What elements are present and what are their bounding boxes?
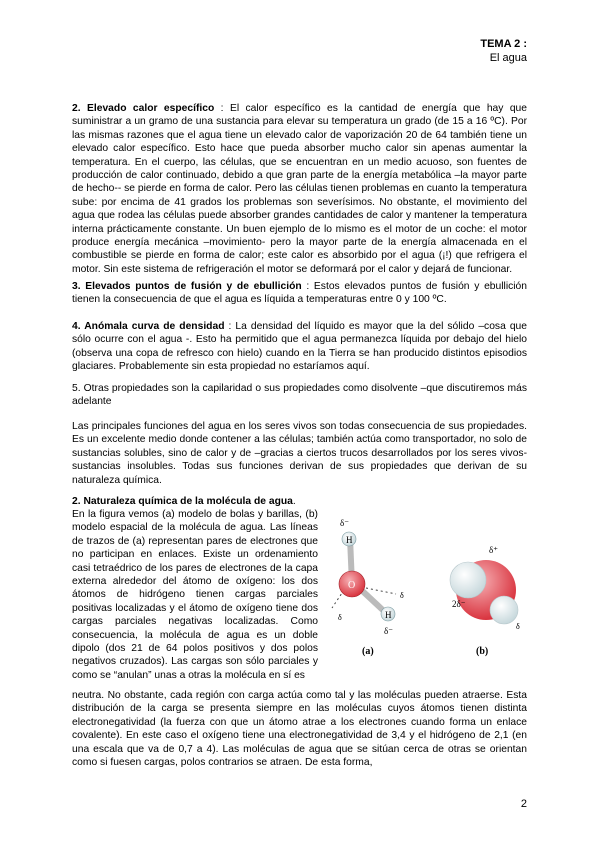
delta-label: δ — [338, 613, 342, 622]
section-naturaleza-quimica-continued: neutra. No obstante, cada región con carga actúa como tal y las moléculas pueden atraerse. Esta distribución de la carga se presenta siempre en las moléculas cuyos átomos tienen distinta electronegatividad (la fuerza con que un átomo atrae a los electrones cuando forma un enlace covalente). En este caso el oxígeno tiene una electronegatividad de 3,4 y el hidrógeno de 2,1 (en una escala que va de 0,7 a 4). Las moléculas de agua que se sitúan cerca de otras se orientan como si fuesen cargas, polos contrarios se atraen. De esta forma, — [72, 690, 527, 769]
section-naturaleza-quimica-text: En la figura vemos (a) modelo de bolas y barillas, (b) modelo espacial de la molécula de agua. Las líneas de trazos de (a) representan pares de electrones que no participan en enlaces. Existe un ordenamiento casi tetraédrico de los pares de electrones de la capa externa alrededor del átomo de oxígeno: los dos átomos de hidrógeno tienen cargas parciales positivas localizadas y el átomo de oxígeno tiene dos cargas parciales negativas localizadas. Como consecuencia, la molécula de agua es un doble dipolo (dos 21 de 64 polos positivos y dos polos negativos cruzados). Las cargas son sólo parciales y como se “anulan” unas a otras la molécula en sí es — [72, 509, 318, 681]
section-heading: 2. Naturaleza química de la molécula de agua — [72, 496, 293, 507]
water-molecule-figure — [326, 510, 531, 660]
delta-plus-label: δ⁺ — [489, 545, 498, 555]
svg-text:H: H — [385, 610, 392, 620]
section-naturaleza-quimica-heading: 2. Naturaleza química de la molécula de agua. — [72, 496, 296, 507]
header-title: TEMA 2 : — [480, 38, 527, 50]
figure-label-b: (b) — [476, 646, 489, 657]
section-calor-especifico — [72, 102, 527, 276]
delta-minus-label: δ⁻ — [384, 626, 393, 636]
section-heading: 3. Elevados puntos de fusión y de ebullición — [72, 281, 302, 292]
lone-pair-line — [366, 588, 396, 594]
section-curva-densidad — [72, 320, 527, 374]
section-puntos-fusion — [72, 280, 527, 307]
hydrogen-sphere — [450, 562, 486, 598]
section-text: : El calor específico es la cantidad de energía que hay que suministrar a un gramo de una sustancia para elevar su temperatura un grado (de 15 a 16 ºC). Por las mismas razones que el agua tiene un elevado calor de vaporización 20 de 64 también tiene un elevado calor específico. Esto hace que pueda absorber mucho calor sin apenas aumentar la temperatura. En el cuerpo, las células, que se encuentran en un medio acuoso, son fuentes de producción de calor continuado, debido a que gran parte de la energía metabólica –la mayor parte de hecho-- se pierde en forma de calor. Pero las células tienen problemas en cuanto la temperatura sube: por encima de 41 grados los problemas son severísimos. No obstante, el movimiento del agua que rodea las células puede absorber grandes cantidades de calor y mantener la temperatura interna prácticamente constante. Un buen ejemplo de lo mismo es el motor de un coche: el motor produce energía mecánica –movimiento- pero la mayor parte de la energía almacenada en el combustible se pierde en forma de calor; este calor es absorbido por el agua (¡!) que refrigera el motor. Sin este sistema de refrigeración el motor se deformará por el calor y dejará de funcionar. — [72, 103, 528, 275]
page-number: 2 — [520, 798, 527, 810]
section-text: : La densidad del líquido es mayor que la del sólido –cosa que sólo ocurre con el agua -. Esto ha permitido que el agua permanezca líquida por debajo del hielo (observa una copa de refresco con hielo) cuando en la Tierra se han producido distintos episodios glaciares. Probablemente sin esta propiedad no estaríamos aquí. — [72, 321, 528, 373]
hydrogen-sphere — [490, 596, 518, 624]
section-heading: 4. Anómala curva de densidad — [72, 321, 225, 332]
section-otras-propiedades: 5. Otras propiedades son la capilaridad o sus propiedades como disolvente –que discutiremos más adelante — [72, 383, 527, 408]
delta-label: δ — [516, 622, 520, 631]
section-funciones: Las principales funciones del agua en los seres vivos son todas consecuencia de sus propiedades. Es un excelente medio donde contener a las células; también actúa como transportador, no solo de sustancias solubles, sino de calor y de –gracias a ciertos trucos desarrollados por los seres vivos- sustancias insolubles. Todas sus funciones derivan de sus propiedades que derivan de su naturaleza química. — [72, 421, 527, 486]
section-text: : Estos elevados puntos de fusión y ebullición tienen la consecuencia de que el agua es líquida a temperaturas entre 0 y 100 ºC. — [72, 281, 527, 306]
svg-text:O: O — [348, 580, 356, 591]
header-subtitle: El agua — [489, 52, 527, 64]
delta-label: δ — [400, 591, 404, 600]
two-delta-minus-label: 2δ⁻ — [452, 599, 466, 609]
figure-label-a: (a) — [362, 646, 374, 657]
delta-minus-label: δ⁻ — [340, 518, 349, 528]
section-heading: 2. Elevado calor específico — [72, 103, 215, 114]
svg-text:H: H — [346, 535, 353, 545]
